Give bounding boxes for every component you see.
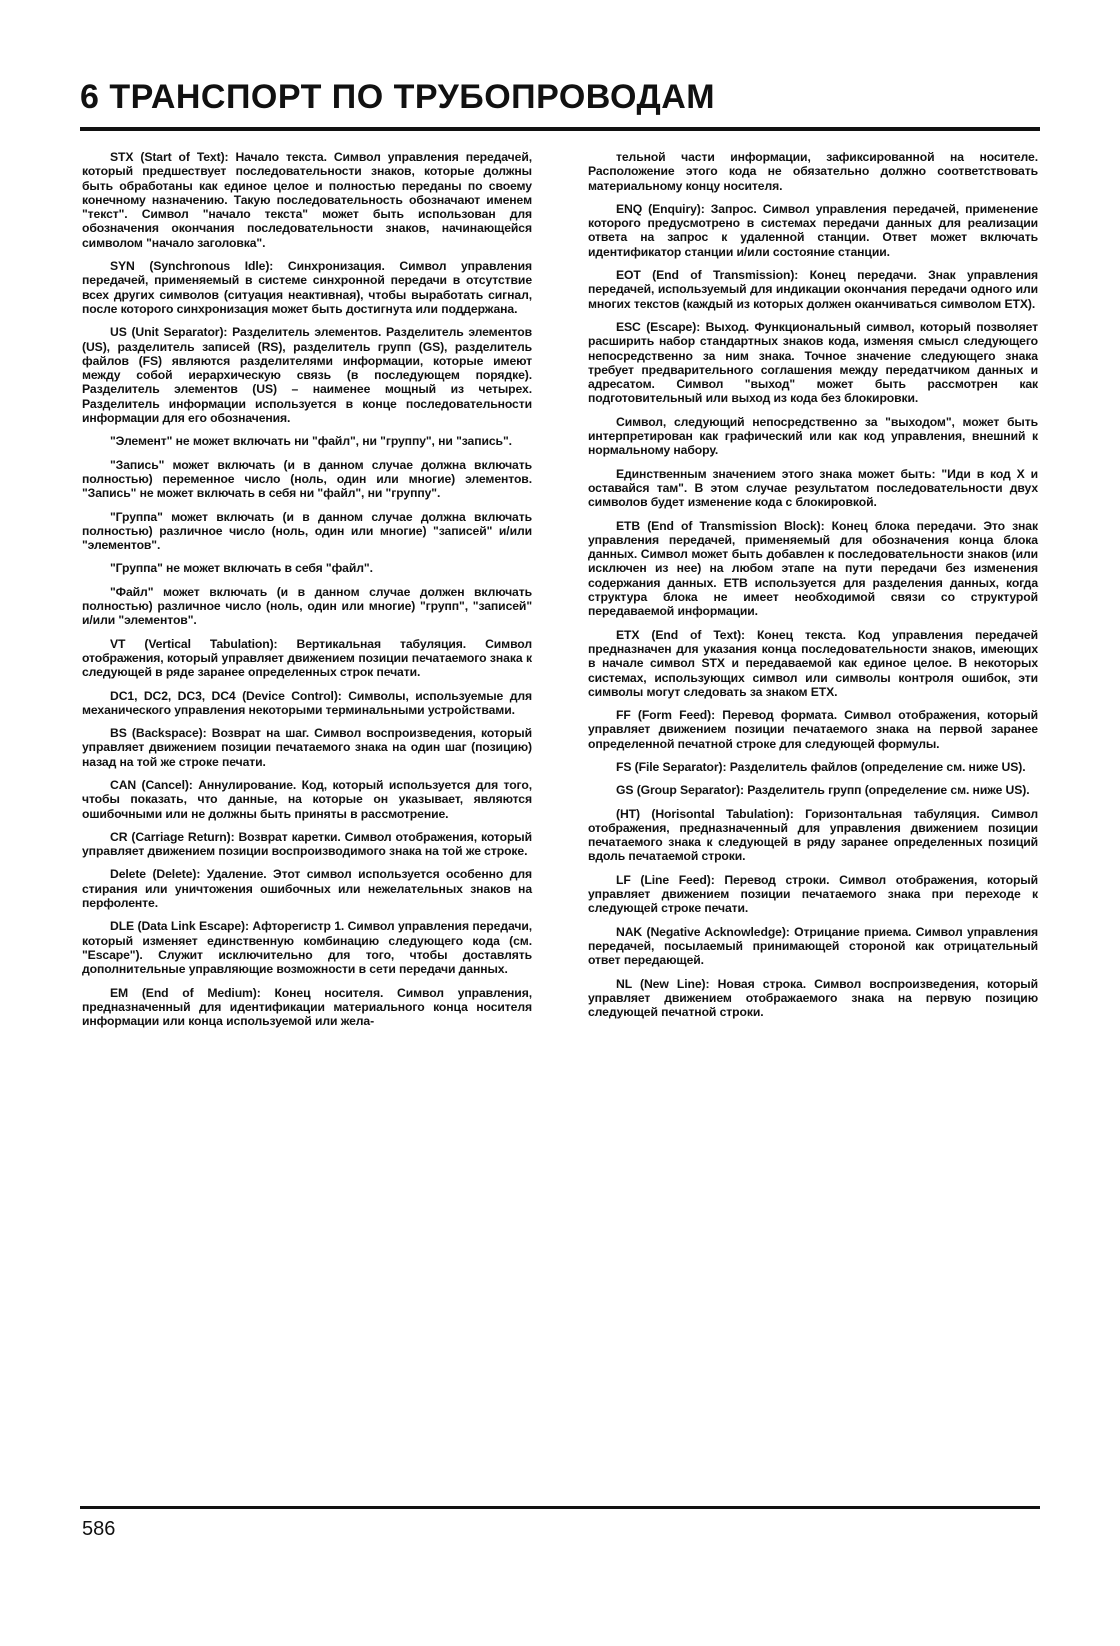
paragraph: Единственным значением этого знака может быть: "Иди в код X и оставайся там". В этом случае результатом последовательности двух символов будет изменение кода с блокировкой. xyxy=(588,466,1038,510)
paragraph: "Группа" может включать (и в данном случае должна включать полностью) различное число (ноль, один или многие) "записей" и/или "элементов". xyxy=(82,509,532,553)
paragraph: LF (Line Feed): Перевод строки. Символ отображения, который управляет движением позиции печатаемого знака при переходе к следующей строке печати. xyxy=(588,872,1038,916)
page-header xyxy=(80,78,1040,131)
paragraph: Символ, следующий непосредственно за "выходом", может быть интерпретирован как графический или как код управления, внешний к нормальному набору. xyxy=(588,414,1038,458)
body-columns xyxy=(82,150,1038,1037)
left-column xyxy=(82,150,532,1037)
title-rule xyxy=(80,127,1040,131)
paragraph: ESC (Escape): Выход. Функциональный символ, который позволяет расширить набор стандартных знаков кода, изменяя смысл следующего непосредственно за ним знака. Точное значение следующего знака требует предварительного соглашения между передатчиком данных и адресатом. Символ "выход" может быть рассмотрен как подготовительный или выход из кода без блокировки. xyxy=(588,319,1038,406)
paragraph: "Группа" не может включать в себя "файл". xyxy=(110,561,373,576)
paragraph: CR (Carriage Return): Возврат каретки. Символ отображения, который управляет движением позиции воспроизводимого знака на той же строке. xyxy=(82,829,532,859)
paragraph: SYN (Synchronous Idle): Синхронизация. Символ управления передачей, применяемый в системе синхронной передачи в отсутствие всех других символов (ситуация неактивная), чтобы выработать сигнал, после которого синхронизация может быть достигнута или поддержана. xyxy=(82,259,532,316)
footer-rule xyxy=(80,1506,1040,1509)
paragraph: CAN (Cancel): Аннулирование. Код, который используется для того, чтобы показать, что данные, на которые он указывает, являются ошибочными или не должны быть приняты в рассмотрение. xyxy=(82,777,532,821)
paragraph: "Файл" может включать (и в данном случае должен включать полностью) различное число (ноль, один или многие) "групп", "записей" и/или "элементов". xyxy=(82,584,532,628)
paragraph: тельной части информации, зафиксированной на носителе. Расположение этого кода не обязательно должно соответствовать материальному концу носителя. xyxy=(588,150,1038,193)
paragraph: GS (Group Separator): Разделитель групп (определение см. ниже US). xyxy=(616,783,1030,798)
paragraph: (HT) (Horisontal Tabulation): Горизонтальная табуляция. Символ отображения, предназначенный для управления движением позиции печатаемого знака к следующей в ряду заранее определенных позиций вдоль печатаемой строки. xyxy=(588,806,1038,864)
paragraph: EM (End of Medium): Конец носителя. Символ управления, предназначенный для идентификации материального конца носителя информации или конца используемой или жела- xyxy=(82,985,532,1029)
paragraph: BS (Backspace): Возврат на шаг. Символ воспроизведения, который управляет движением позиции печатаемого знака на один шаг (позицию) назад на той же строке печати. xyxy=(82,726,532,769)
paragraph: STX (Start of Text): Начало текста. Символ управления передачей, который предшествует последовательности знаков, которые должны быть обработаны как единое целое и полностью переданы по своему конечному назначению. Такую последовательность обозначают именем "текст". Символ "начало текста" может быть использован для обозначения окончания последовательности знаков, начинающейся символом "начало заголовка". xyxy=(82,150,532,250)
paragraph: ETB (End of Transmission Block): Конец блока передачи. Это знак управления передачей, применяемый для обозначения конца блока данных. Символ может быть добавлен к последовательности знаков (или исключен из нее) на любом этапе на пути передачи без изменения содержания данных. ETB используется для разделения данных, когда структура блока не имеет необходимой связи со структурой передаваемой информации. xyxy=(588,518,1038,619)
paragraph: FS (File Separator): Разделитель файлов (определение см. ниже US). xyxy=(616,759,1026,774)
paragraph: NL (New Line): Новая строка. Символ воспроизведения, который управляет движением отображаемого знака на первую позицию следующей печатной строки. xyxy=(588,976,1038,1020)
paragraph: VT (Vertical Tabulation): Вертикальная табуляция. Символ отображения, который управляет движением позиции печатаемого знака к следующей в ряде заранее определенных строк печати. xyxy=(82,636,532,680)
page-title: 6 ТРАНСПОРТ ПО ТРУБОПРОВОДАМ xyxy=(80,78,716,116)
paragraph: NAK (Negative Acknowledge): Отрицание приема. Символ управления передачей, посылаемый принимающей стороной как отрицательный ответ передающей. xyxy=(588,924,1038,968)
right-column xyxy=(588,150,1038,1037)
page-number: 586 xyxy=(82,1518,116,1540)
paragraph: FF (Form Feed): Перевод формата. Символ отображения, который управляет движением позиции печатаемого знака на первой заранее определенной печатной строке для следующей формулы. xyxy=(588,708,1038,751)
paragraph: DC1, DC2, DC3, DC4 (Device Control): Символы, используемые для механического управления некоторыми терминальными устройствами. xyxy=(82,688,532,717)
paragraph: DLE (Data Link Escape): Афторегистр 1. Символ управления передачи, который изменяет единственную комбинацию следующего кода (см. "Escape"). Служит исключительно для того, чтобы доставлять дополнительные управляющие возможности в сети передачи данных. xyxy=(82,919,532,977)
paragraph: EOT (End of Transmission): Конец передачи. Знак управления передачей, используемый для индикации окончания передачи одного или многих текстов (каждый из которых должен оканчиваться символом ETX). xyxy=(588,268,1038,311)
paragraph: "Элемент" не может включать ни "файл", ни "группу", ни "запись". xyxy=(110,434,512,449)
paragraph: ENQ (Enquiry): Запрос. Символ управления передачей, применение которого предусмотрено в системах передачи данных для реализации ответа на запрос к удаленной станции. Ответ может включать идентификатор станции и/или состояние станции. xyxy=(588,201,1038,259)
paragraph: US (Unit Separator): Разделитель элементов. Разделитель элементов (US), разделитель записей (RS), разделитель групп (GS), разделитель файлов (FS) являются разделителями информации, которые имеют между собой иерархическую связь (в последующем порядке). Разделитель элементов (US) – наименее мощный из четырех. Разделитель информации используется в конце последовательности информации для его обозначения. xyxy=(82,325,532,426)
paragraph: ETX (End of Text): Конец текста. Код управления передачей предназначен для указания конца последовательности знаков, имеющих в начале символ STX и передаваемой как единое целое. В некоторых системах, использующих символ или символы контроля ошибок, эти символы могут следовать за знаком ETX. xyxy=(588,627,1038,699)
paragraph: Delete (Delete): Удаление. Этот символ используется особенно для стирания или уничтожения ошибочных или нежелательных знаков на перфоленте. xyxy=(82,867,532,911)
paragraph: "Запись" может включать (и в данном случае должна включать полностью) переменное число (ноль, один или многие) элементов. "Запись" не может включать в себя ни "файл", ни "группу". xyxy=(82,457,532,501)
